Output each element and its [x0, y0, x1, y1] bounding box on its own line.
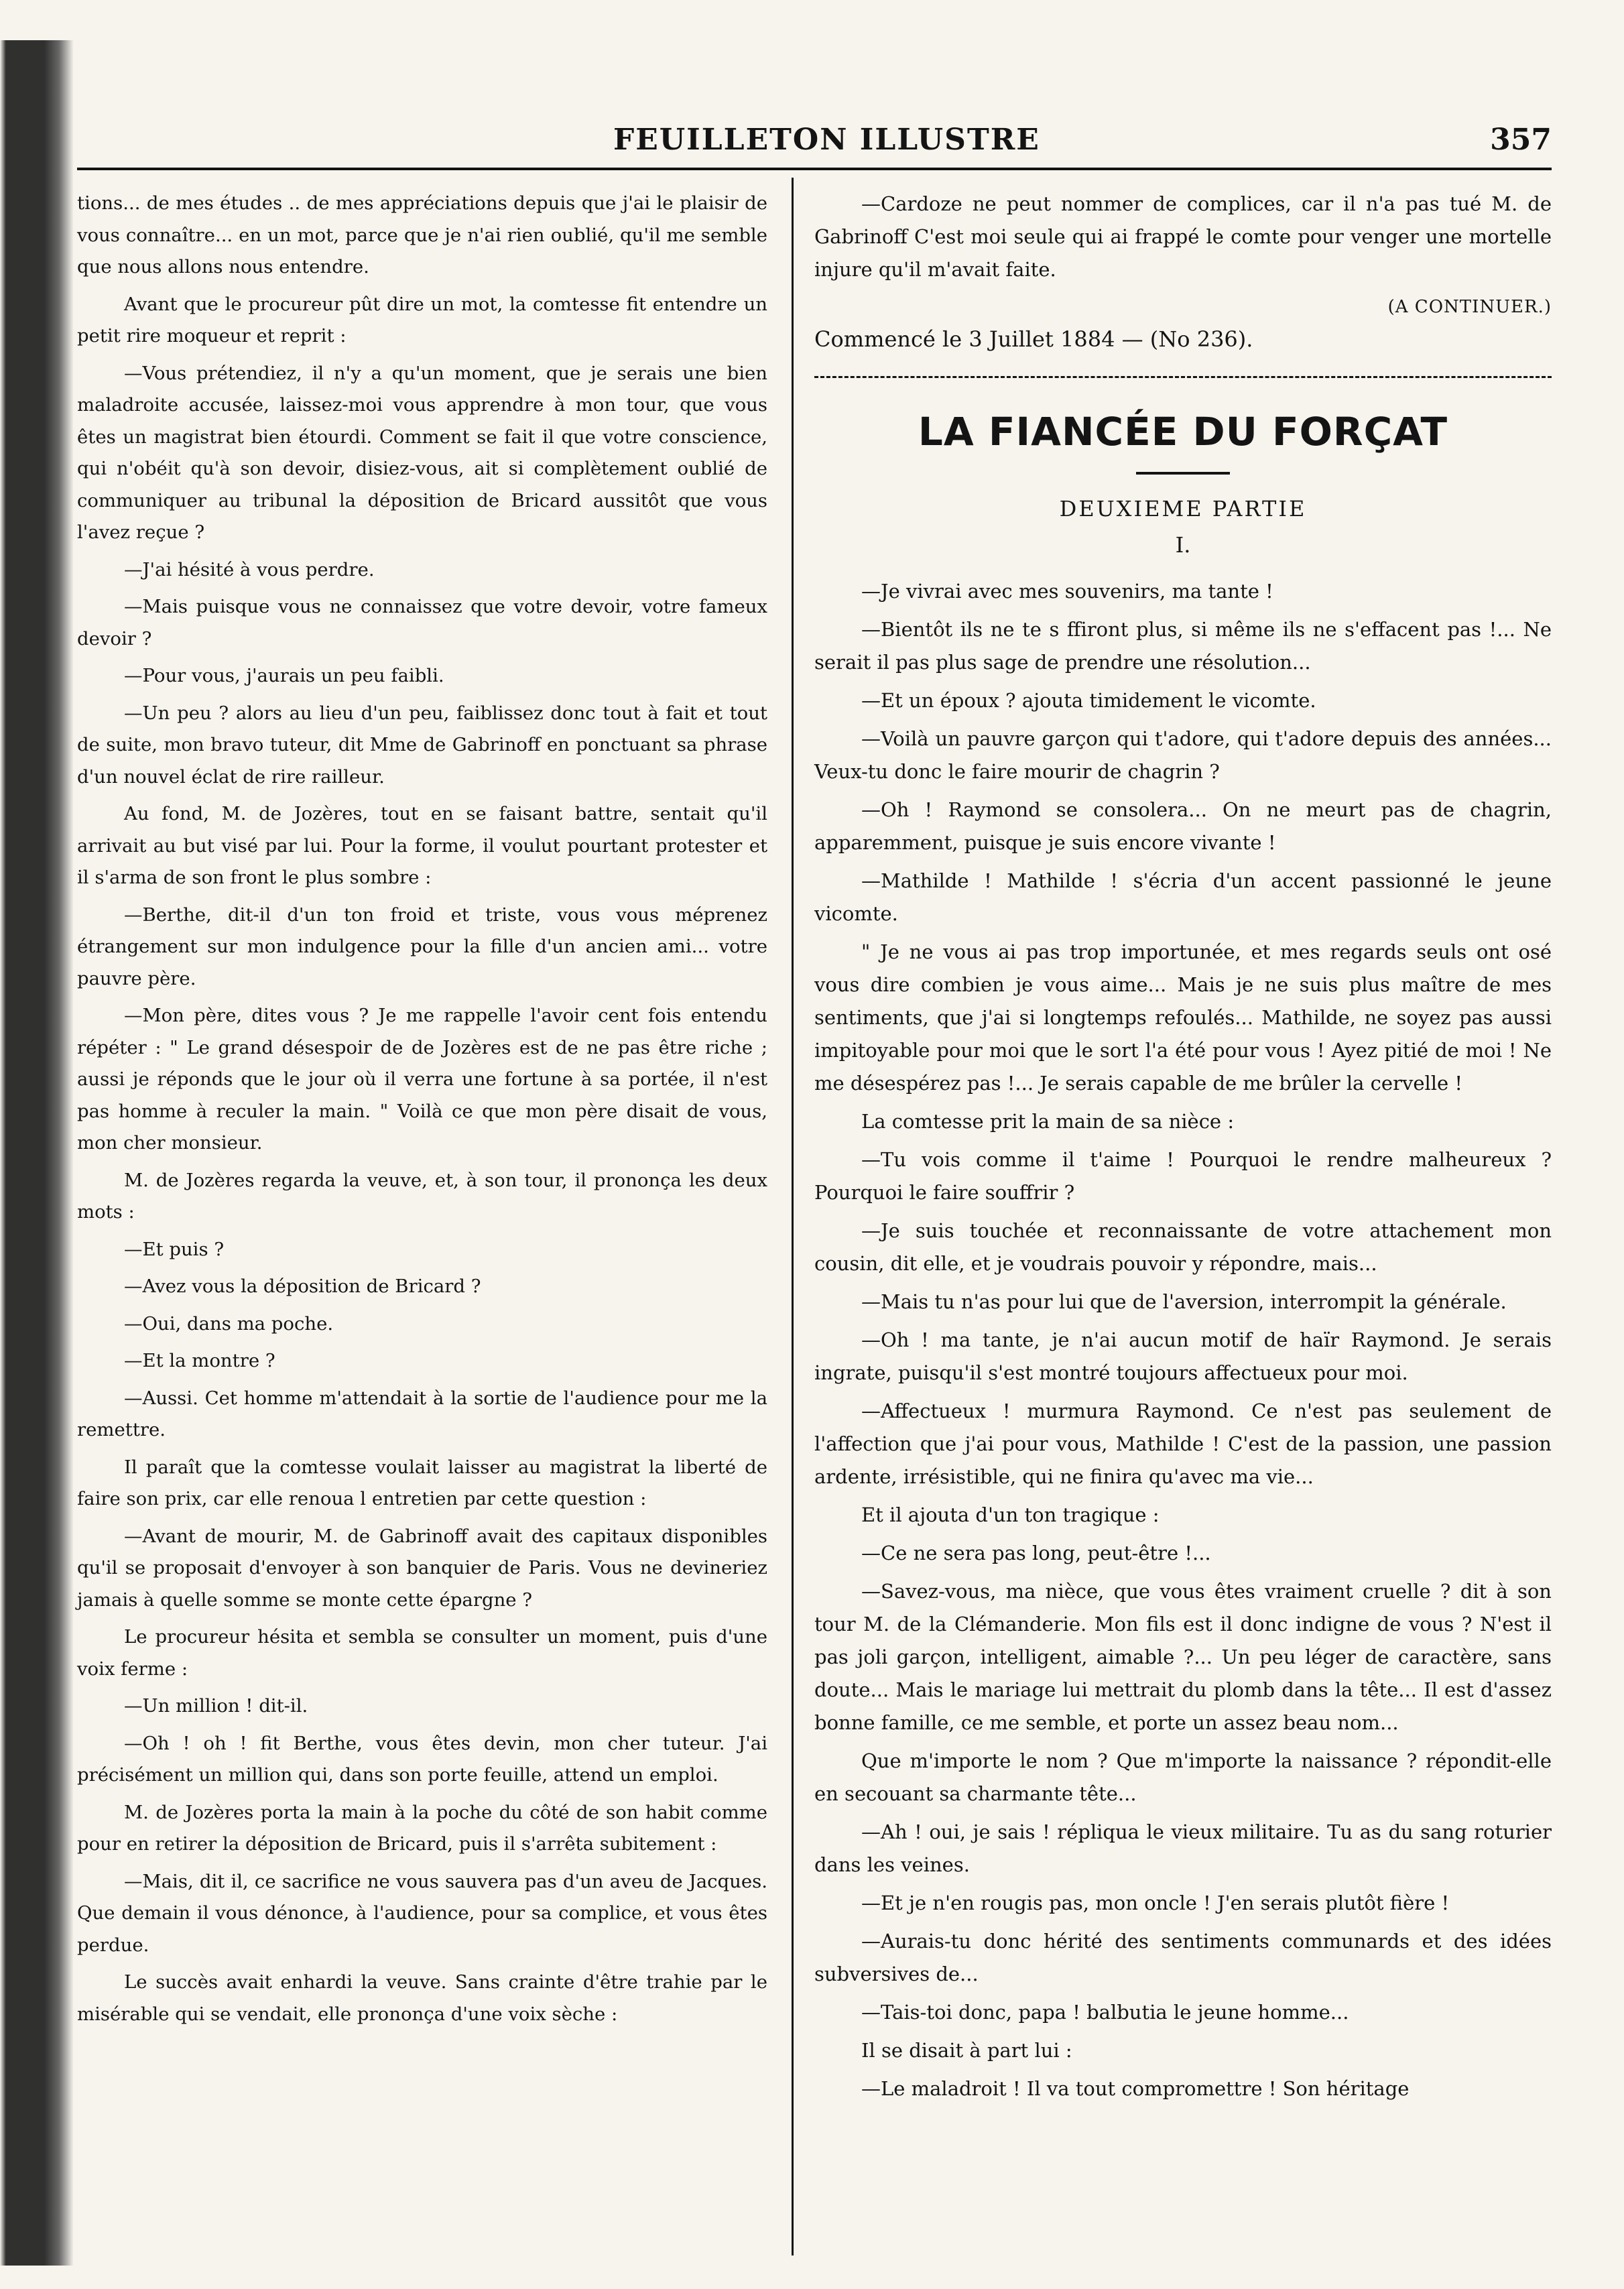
chapter-number: I. — [1175, 532, 1191, 558]
paragraph: —Oh ! Raymond se consolera... On ne meurt pas de chagrin, apparemment, puisque je suis encore vivante ! — [814, 798, 1552, 854]
paragraph: —Un peu ? alors au lieu d'un peu, faiblissez donc tout à fait et tout de suite, mon bravo tuteur, dit Mme de Gabrinoff en ponctuant sa phrase d'un nouvel éclat de rire railleur. — [77, 702, 767, 788]
paragraph: —Je vivrai avec mes souvenirs, ma tante ! — [861, 580, 1273, 603]
paragraph: —Cardoze ne peut nommer de complices, car il n'a pas tué M. de Gabrinoff C'est moi seule qui ai frappé le comte pour venger une mortelle injure qu'il m'avait faite. — [814, 192, 1552, 281]
paragraph: M. de Jozères porta la main à la poche du côté de son habit comme pour en retirer la déposition de Bricard, puis il s'arrêta subitement : — [77, 1801, 767, 1855]
paragraph: —Mathilde ! Mathilde ! s'écria d'un accent passionné le jeune vicomte. — [814, 869, 1552, 925]
paragraph: —Tais-toi donc, papa ! balbutia le jeune homme... — [861, 2001, 1349, 2024]
paragraph: —Aussi. Cet homme m'attendait à la sortie de l'audience pour me la remettre. — [77, 1387, 767, 1440]
section-separator — [814, 376, 1552, 378]
paragraph: —Mais, dit il, ce sacrifice ne vous sauvera pas d'un aveu de Jacques. Que demain il vous dénonce, à l'audience, pour sa complice, et vous êtes perdue. — [77, 1870, 767, 1956]
paragraph: —Ah ! oui, je sais ! répliqua le vieux militaire. Tu as du sang roturier dans les veines. — [814, 1820, 1552, 1876]
paragraph: —Avant de mourir, M. de Gabrinoff avait des capitaux disponibles qu'il se proposait d'envoyer à son banquier de Paris. Vous ne devineriez jamais à quelle somme se monte cette épargne ? — [77, 1525, 767, 1611]
right-column — [814, 188, 1552, 2111]
paragraph: —Mon père, dites vous ? Je me rappelle l'avoir cent fois entendu répéter : " Le grand désespoir de de Jozères est de ne pas être riche ; aussi je réponds que le jour où il verra une fortune à sa portée, il n'est pas homme à reculer la main. " Voilà ce que mon père disait de vous, mon cher monsieur. — [77, 1005, 767, 1154]
paragraph: —Voilà un pauvre garçon qui t'adore, qui t'adore depuis des années... Veux-tu donc le faire mourir de chagrin ? — [814, 727, 1552, 783]
paragraph: —Oui, dans ma poche. — [124, 1312, 334, 1335]
paragraph: —Mais tu n'as pour lui que de l'aversion, interrompit la générale. — [861, 1290, 1507, 1313]
part-heading: DEUXIEME PARTIE — [1059, 496, 1307, 521]
paragraph: —Savez-vous, ma nièce, que vous êtes vraiment cruelle ? dit à son tour M. de la Clémanderie. Mon fils est il donc indigne de vous ? N'est il pas joli garçon, intelligent, aimable ?... Un peu léger de caractère, sans doute... Mais le mariage lui mettrait du plomb dans la tête... Il est d'assez bonne famille, ce me semble, et porte un assez beau nom... — [814, 1580, 1552, 1734]
column-divider — [792, 178, 794, 2255]
paragraph: M. de Jozères regarda la veuve, et, à son tour, il prononça les deux mots : — [77, 1169, 767, 1223]
paragraph: Et il ajouta d'un ton tragique : — [861, 1503, 1160, 1526]
paragraph: —Mais puisque vous ne connaissez que votre devoir, votre fameux devoir ? — [77, 596, 767, 649]
paragraph: Au fond, M. de Jozères, tout en se faisant battre, sentait qu'il arrivait au but visé par lui. Pour la forme, il voulut pourtant protester et il s'arma de son front le plus sombre : — [77, 803, 767, 888]
paragraph: —Vous prétendiez, il n'y a qu'un moment, que je serais une bien maladroite accusée, laissez-moi vous apprendre à mon tour, que vous êtes un magistrat bien étourdi. Comment se fait il que votre conscience, qui n'obéit qu'à son devoir, disiez-vous, ait si complètement oublié de communiquer au tribunal la déposition de Bricard aussitôt que vous l'avez reçue ? — [77, 362, 767, 543]
paragraph: —Oh ! oh ! fit Berthe, vous êtes devin, mon cher tuteur. J'ai précisément un million qui, dans son porte feuille, attend un emploi. — [77, 1732, 767, 1786]
paragraph: —Je suis touchée et reconnaissante de votre attachement mon cousin, dit elle, et je voudrais pouvoir y répondre, mais... — [814, 1219, 1552, 1275]
paragraph: —Affectueux ! murmura Raymond. Ce n'est pas seulement de l'affection que j'ai pour vous, Mathilde ! C'est de la passion, une passion ardente, irrésistible, qui ne finira qu'avec ma vie... — [814, 1400, 1552, 1488]
paragraph: " Je ne vous ai pas trop importunée, et mes regards seuls ont osé vous dire combien je vous aime... Mais je ne suis plus maître de mes sentiments, que j'ai si longtemps refoulés... Mathilde, ne soyez pas aussi impitoyable pour moi que le sort l'a été pour vous ! Ayez pitié de moi ! Ne me désespérez pas !... Je serais capable de me brûler la cervelle ! — [814, 940, 1552, 1095]
running-title: FEUILLETON ILLUSTRE — [613, 123, 1040, 157]
paragraph: Avant que le procureur pût dire un mot, la comtesse fit entendre un petit rire moqueur et reprit : — [77, 293, 767, 347]
paragraph: tions... de mes études .. de mes appréciations depuis que j'ai le plaisir de vous connaître... en un mot, parce que je n'ai rien oublié, qu'il me semble que nous allons nous entendre. — [77, 192, 767, 277]
paragraph: Le succès avait enhardi la veuve. Sans crainte d'être trahie par le misérable qui se vendait, elle prononça d'une voix sèche : — [77, 1971, 767, 2025]
paragraph: —Bientôt ils ne te s ffiront plus, si même ils ne s'effacent pas !... Ne serait il pas plus sage de prendre une résolution... — [814, 618, 1552, 674]
paragraph: —Et la montre ? — [124, 1350, 275, 1371]
paragraph: —Tu vois comme il t'aime ! Pourquoi le rendre malheureux ? Pourquoi le faire souffrir ? — [814, 1148, 1552, 1204]
page-header — [77, 117, 1552, 164]
paragraph: Le procureur hésita et sembla se consulter un moment, puis d'une voix ferme : — [77, 1626, 767, 1680]
paragraph: —Berthe, dit-il d'un ton froid et triste, vous vous méprenez étrangement sur mon indulgence pour la fille d'un ancien ami... votre pauvre père. — [77, 904, 767, 989]
page-binding-shadow — [0, 40, 74, 2266]
left-column — [77, 188, 767, 2036]
paragraph: Que m'importe le nom ? Que m'importe la naissance ? répondit-elle en secouant sa charmante tête... — [814, 1749, 1552, 1805]
paragraph: —Et puis ? — [124, 1238, 225, 1260]
paragraph: —Avez vous la déposition de Bricard ? — [124, 1276, 481, 1297]
paragraph: —Un million ! dit-il. — [124, 1695, 308, 1717]
paragraph: —Pour vous, j'aurais un peu faibli. — [124, 665, 444, 686]
paragraph: —J'ai hésité à vous perdre. — [124, 558, 375, 580]
paragraph: —Aurais-tu donc hérité des sentiments communards et des idées subversives de... — [814, 1930, 1552, 1985]
continuation-note: (A CONTINUER.) — [1387, 297, 1552, 317]
feuilleton-title: LA FIANCÉE DU FORÇAT — [918, 409, 1448, 454]
title-rule — [1136, 472, 1230, 475]
paragraph: —Et un époux ? ajouta timidement le vicomte. — [861, 689, 1316, 712]
paragraph: —Et je n'en rougis pas, mon oncle ! J'en serais plutôt fière ! — [861, 1892, 1450, 1914]
paragraph: —Ce ne sera pas long, peut-être !... — [861, 1542, 1211, 1564]
paragraph: —Oh ! ma tante, je n'ai aucun motif de haïr Raymond. Je serais ingrate, puisqu'il s'est montré toujours affectueux pour moi. — [814, 1328, 1552, 1384]
serial-start-note: Commencé le 3 Juillet 1884 — (No 236). — [814, 326, 1253, 352]
paragraph: Il paraît que la comtesse voulait laisser au magistrat la liberté de faire son prix, car elle renoua l entretien par cette question : — [77, 1456, 767, 1509]
header-rule — [77, 168, 1552, 170]
page-number: 357 — [1490, 123, 1552, 157]
paragraph: Il se disait à part lui : — [861, 2039, 1072, 2062]
paragraph: —Le maladroit ! Il va tout compromettre ! Son héritage — [861, 2077, 1410, 2100]
paragraph: La comtesse prit la main de sa nièce : — [861, 1110, 1235, 1133]
